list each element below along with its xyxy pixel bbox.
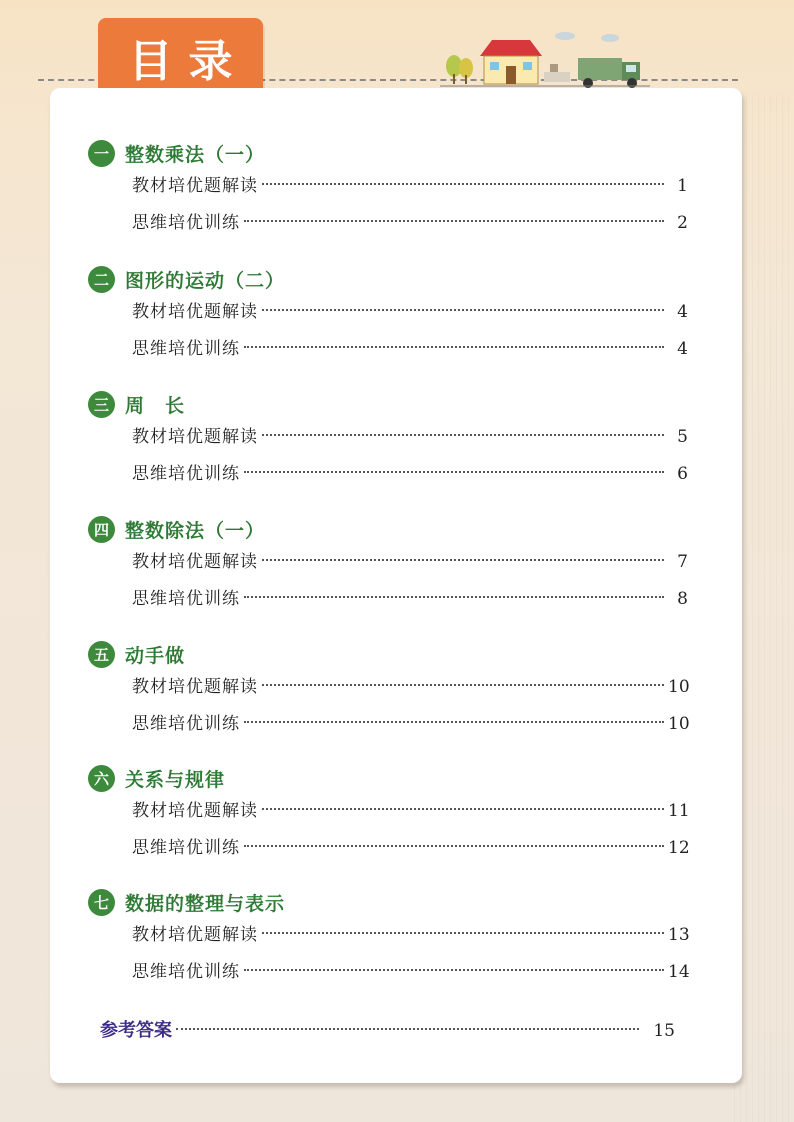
entry-label: 思维培优训练 [132, 464, 240, 484]
section-number-badge: 五 [88, 641, 115, 668]
house-and-truck-illustration [440, 28, 650, 92]
entry-page: 1 [677, 176, 688, 196]
section-header[interactable] [88, 389, 688, 419]
toc-entry[interactable] [132, 669, 688, 706]
section-header[interactable] [88, 264, 688, 294]
leader-dots [262, 183, 664, 185]
section-header[interactable] [88, 763, 688, 793]
leader-dots [262, 434, 664, 436]
leader-dots [244, 596, 664, 598]
entry-page: 4 [677, 302, 688, 322]
section-title: 整数除法（一） [125, 519, 266, 542]
leader-dots [262, 684, 664, 686]
entry-label: 思维培优训练 [132, 589, 240, 609]
toc-entry[interactable] [132, 581, 688, 618]
toc-section [88, 389, 688, 493]
toc-section [88, 763, 688, 867]
toc-entry[interactable] [132, 544, 688, 581]
section-title: 关系与规律 [125, 768, 226, 791]
entry-page: 4 [677, 339, 688, 359]
entry-page: 2 [677, 213, 688, 233]
entry-label: 教材培优题解读 [132, 302, 258, 322]
leader-dots [244, 471, 664, 473]
toc-section [88, 639, 688, 743]
entry-label: 教材培优题解读 [132, 801, 258, 821]
entry-label: 教材培优题解读 [132, 176, 258, 196]
section-title: 动手做 [125, 644, 186, 667]
entry-label: 思维培优训练 [132, 838, 240, 858]
section-header[interactable] [88, 514, 688, 544]
toc-entry[interactable] [132, 917, 688, 954]
section-header[interactable] [88, 639, 688, 669]
answers-entry[interactable] [100, 1014, 675, 1048]
title-tab [98, 18, 263, 96]
entry-page: 12 [668, 838, 690, 858]
page-title: 目录 [128, 36, 249, 87]
section-number-badge: 二 [88, 266, 115, 293]
toc-entry[interactable] [132, 706, 688, 743]
entry-page: 10 [668, 677, 690, 697]
toc-entry[interactable] [132, 419, 688, 456]
toc-entry[interactable] [132, 294, 688, 331]
entry-label: 思维培优训练 [132, 213, 240, 233]
entry-label: 思维培优训练 [132, 714, 240, 734]
toc-entry[interactable] [132, 168, 688, 205]
entry-page: 13 [668, 925, 690, 945]
section-header[interactable] [88, 138, 688, 168]
leader-dots [244, 220, 664, 222]
entry-label: 教材培优题解读 [132, 552, 258, 572]
leader-dots [262, 559, 664, 561]
section-number-badge: 一 [88, 140, 115, 167]
section-header[interactable] [88, 887, 688, 917]
section-title: 数据的整理与表示 [125, 892, 286, 915]
section-number-badge: 四 [88, 516, 115, 543]
leader-dots [262, 808, 664, 810]
leader-dots [176, 1028, 639, 1030]
entry-label: 思维培优训练 [132, 339, 240, 359]
toc-entry[interactable] [132, 205, 688, 242]
toc-entry[interactable] [132, 456, 688, 493]
toc-section [88, 887, 688, 991]
leader-dots [244, 721, 664, 723]
entry-label: 教材培优题解读 [132, 677, 258, 697]
entry-page: 11 [668, 801, 690, 821]
leader-dots [244, 969, 664, 971]
section-number-badge: 六 [88, 765, 115, 792]
toc-entry[interactable] [132, 331, 688, 368]
toc-entry[interactable] [132, 830, 688, 867]
section-title: 周 长 [125, 394, 186, 417]
entry-label: 教材培优题解读 [132, 925, 258, 945]
entry-page: 5 [677, 427, 688, 447]
paper-stripes [734, 95, 794, 1122]
entry-page: 6 [677, 464, 688, 484]
leader-dots [262, 309, 664, 311]
entry-label: 教材培优题解读 [132, 427, 258, 447]
toc-section [88, 264, 688, 368]
answers-label: 参考答案 [100, 1020, 172, 1041]
toc-section [88, 514, 688, 618]
entry-page: 10 [668, 714, 690, 734]
entry-page: 14 [668, 962, 690, 982]
toc-entry[interactable] [132, 793, 688, 830]
answers-page: 15 [653, 1021, 675, 1041]
entry-page: 7 [677, 552, 688, 572]
toc-section [88, 138, 688, 242]
entry-label: 思维培优训练 [132, 962, 240, 982]
leader-dots [244, 845, 664, 847]
section-number-badge: 七 [88, 889, 115, 916]
leader-dots [244, 346, 664, 348]
section-title: 整数乘法（一） [125, 143, 266, 166]
section-title: 图形的运动（二） [125, 269, 286, 292]
leader-dots [262, 932, 664, 934]
section-number-badge: 三 [88, 391, 115, 418]
entry-page: 8 [677, 589, 688, 609]
toc-entry[interactable] [132, 954, 688, 991]
